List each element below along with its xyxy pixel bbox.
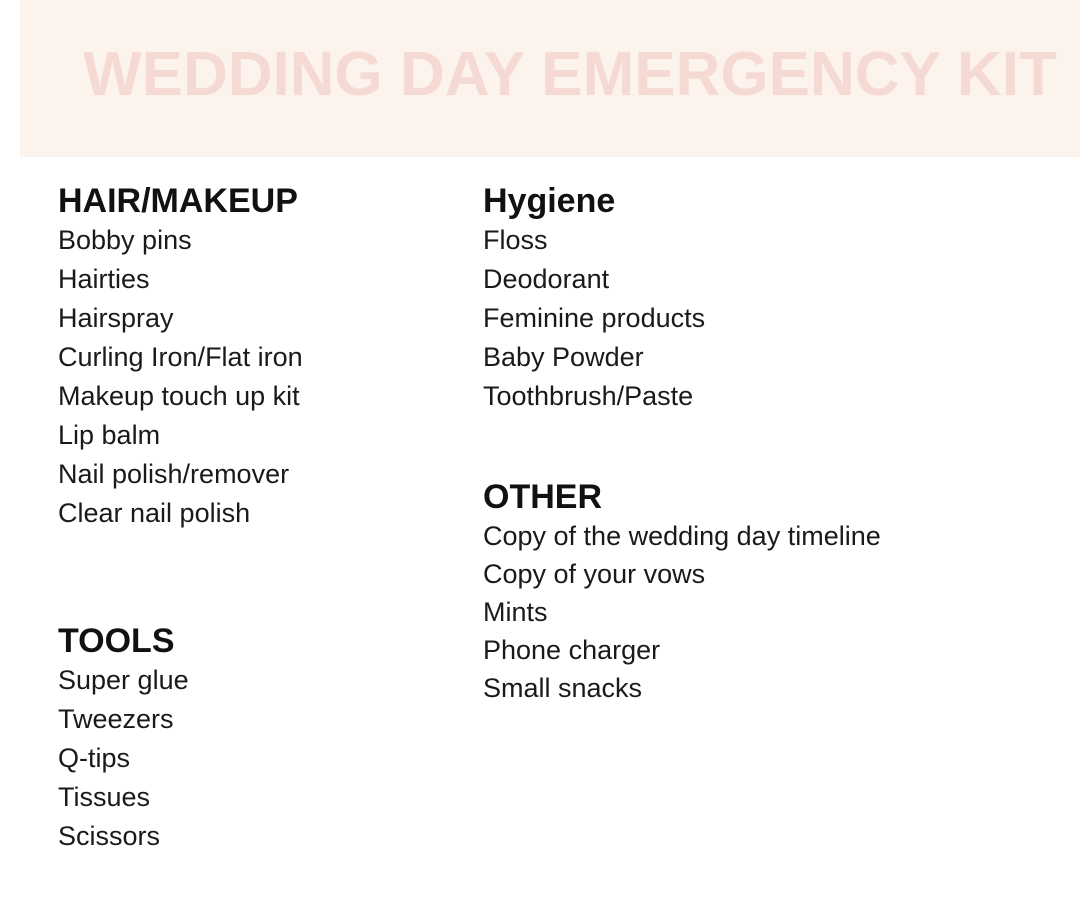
list-item: Tweezers: [58, 704, 174, 734]
item-list: [58, 661, 518, 856]
list-item: Baby Powder: [483, 342, 644, 372]
section-heading: TOOLS: [58, 622, 175, 660]
section-heading: Hygiene: [483, 182, 616, 220]
section-tools: [58, 621, 518, 856]
list-item: Clear nail polish: [58, 498, 251, 528]
list-item: Q-tips: [58, 743, 131, 773]
list-item: Tissues: [58, 782, 151, 812]
list-item: Small snacks: [483, 673, 643, 703]
item-list: [483, 221, 943, 416]
list-item: Makeup touch up kit: [58, 381, 300, 411]
page-title: WEDDING DAY EMERGENCY KIT: [83, 40, 1057, 109]
list-item: Toothbrush/Paste: [483, 381, 694, 411]
list-item: Scissors: [58, 821, 161, 851]
section-hygiene: [483, 181, 943, 416]
list-item: Super glue: [58, 665, 189, 695]
section-other: [483, 477, 943, 707]
list-item: Feminine products: [483, 303, 706, 333]
section-heading: OTHER: [483, 478, 602, 516]
list-item: Hairties: [58, 264, 150, 294]
list-item: Copy of your vows: [483, 559, 706, 589]
list-item: Copy of the wedding day timeline: [483, 521, 881, 551]
list-item: Phone charger: [483, 635, 661, 665]
item-list: [483, 517, 943, 707]
item-list: [58, 221, 518, 533]
list-item: Lip balm: [58, 420, 161, 450]
list-item: Nail polish/remover: [58, 459, 290, 489]
list-item: Floss: [483, 225, 548, 255]
list-item: Deodorant: [483, 264, 610, 294]
section-hair-makeup: [58, 181, 518, 533]
list-item: Bobby pins: [58, 225, 192, 255]
list-item: Mints: [483, 597, 548, 627]
title-banner: [20, 0, 1080, 157]
section-heading: HAIR/MAKEUP: [58, 182, 298, 220]
list-item: Curling Iron/Flat iron: [58, 342, 303, 372]
list-item: Hairspray: [58, 303, 174, 333]
